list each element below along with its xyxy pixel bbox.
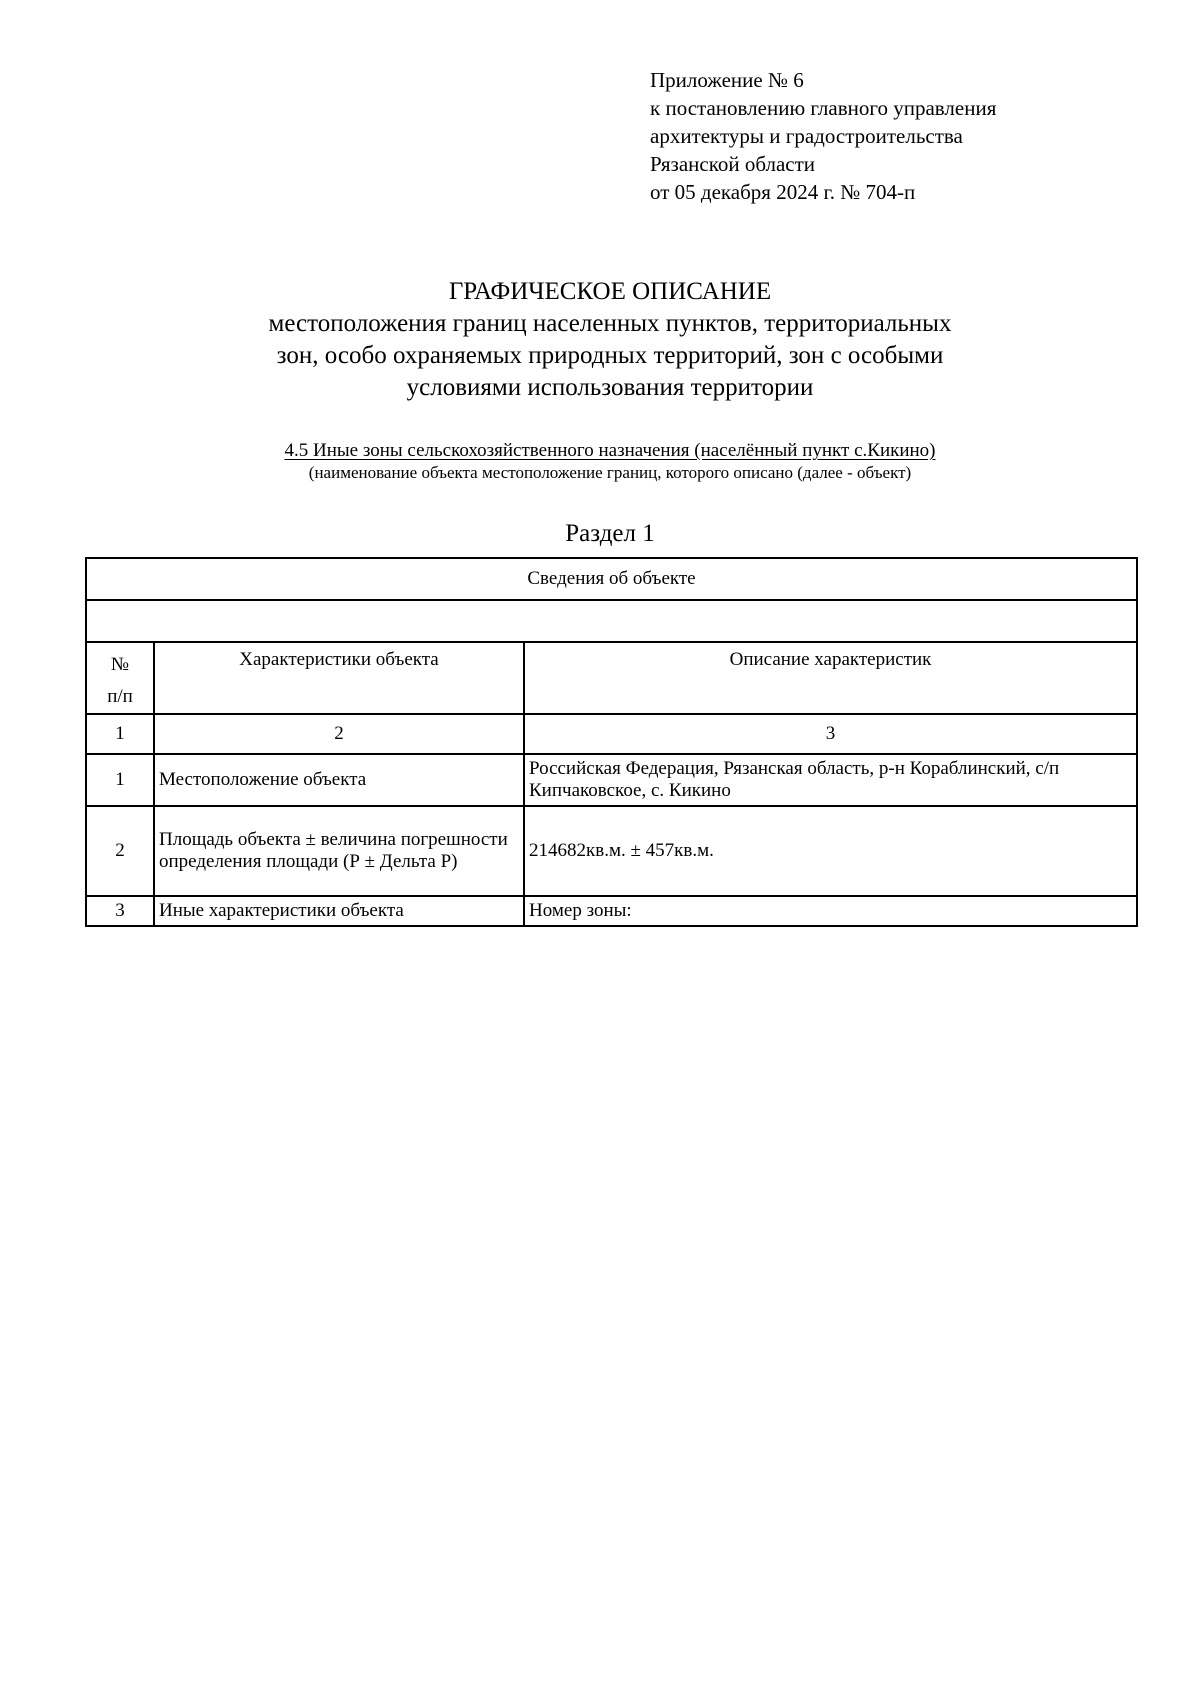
title-line: местоположения границ населенных пунктов, территориальных xyxy=(268,310,952,337)
table-row xyxy=(86,806,1137,896)
column-number: 1 xyxy=(86,714,154,754)
row-description: Российская Федерация, Рязанская область, р-н Кораблинский, с/п Кипчаковское, с. Кикино xyxy=(524,754,1137,806)
object-info-table xyxy=(85,557,1138,927)
column-header-description: Описание характеристик xyxy=(524,642,1137,714)
appendix-line: архитектуры и градостроительства xyxy=(650,124,963,148)
column-number: 3 xyxy=(524,714,1137,754)
row-description: 214682кв.м. ± 457кв.м. xyxy=(524,806,1137,896)
row-num: 3 xyxy=(86,896,154,926)
table-empty-row xyxy=(86,600,1137,642)
row-num: 2 xyxy=(86,806,154,896)
row-num: 1 xyxy=(86,754,154,806)
appendix-block xyxy=(650,66,996,206)
column-header-characteristic: Характеристики объекта xyxy=(154,642,524,714)
row-description: Номер зоны: xyxy=(524,896,1137,926)
object-name-caption: (наименование объекта местоположение границ, которого описано (далее - объект) xyxy=(308,463,912,482)
column-header-num xyxy=(86,642,154,714)
title-line: зон, особо охраняемых природных территорий, зон с особыми xyxy=(276,342,944,369)
appendix-line: Приложение № 6 xyxy=(650,68,804,92)
column-header-num-line1: № xyxy=(110,654,130,675)
object-name-block xyxy=(0,440,1200,484)
object-name: 4.5 Иные зоны сельскохозяйственного назначения (населённый пункт с.Кикино) xyxy=(284,440,936,461)
column-number: 2 xyxy=(154,714,524,754)
table-row xyxy=(86,896,1137,926)
row-characteristic: Площадь объекта ± величина погрешности определения площади (Р ± Дельта Р) xyxy=(154,806,524,896)
row-characteristic: Иные характеристики объекта xyxy=(154,896,524,926)
table-header: Сведения об объекте xyxy=(86,558,1137,600)
title-heading: ГРАФИЧЕСКОЕ ОПИСАНИЕ xyxy=(448,278,772,305)
row-characteristic: Местоположение объекта xyxy=(154,754,524,806)
appendix-line: от 05 декабря 2024 г. № 704-п xyxy=(650,180,916,204)
table-row xyxy=(86,754,1137,806)
title-line: условиями использования территории xyxy=(406,374,814,401)
document-title xyxy=(0,276,1200,404)
appendix-line: Рязанской области xyxy=(650,152,816,176)
section-title: Раздел 1 xyxy=(565,520,655,547)
column-header-num-line2: п/п xyxy=(107,686,133,707)
appendix-line: к постановлению главного управления xyxy=(650,96,997,120)
